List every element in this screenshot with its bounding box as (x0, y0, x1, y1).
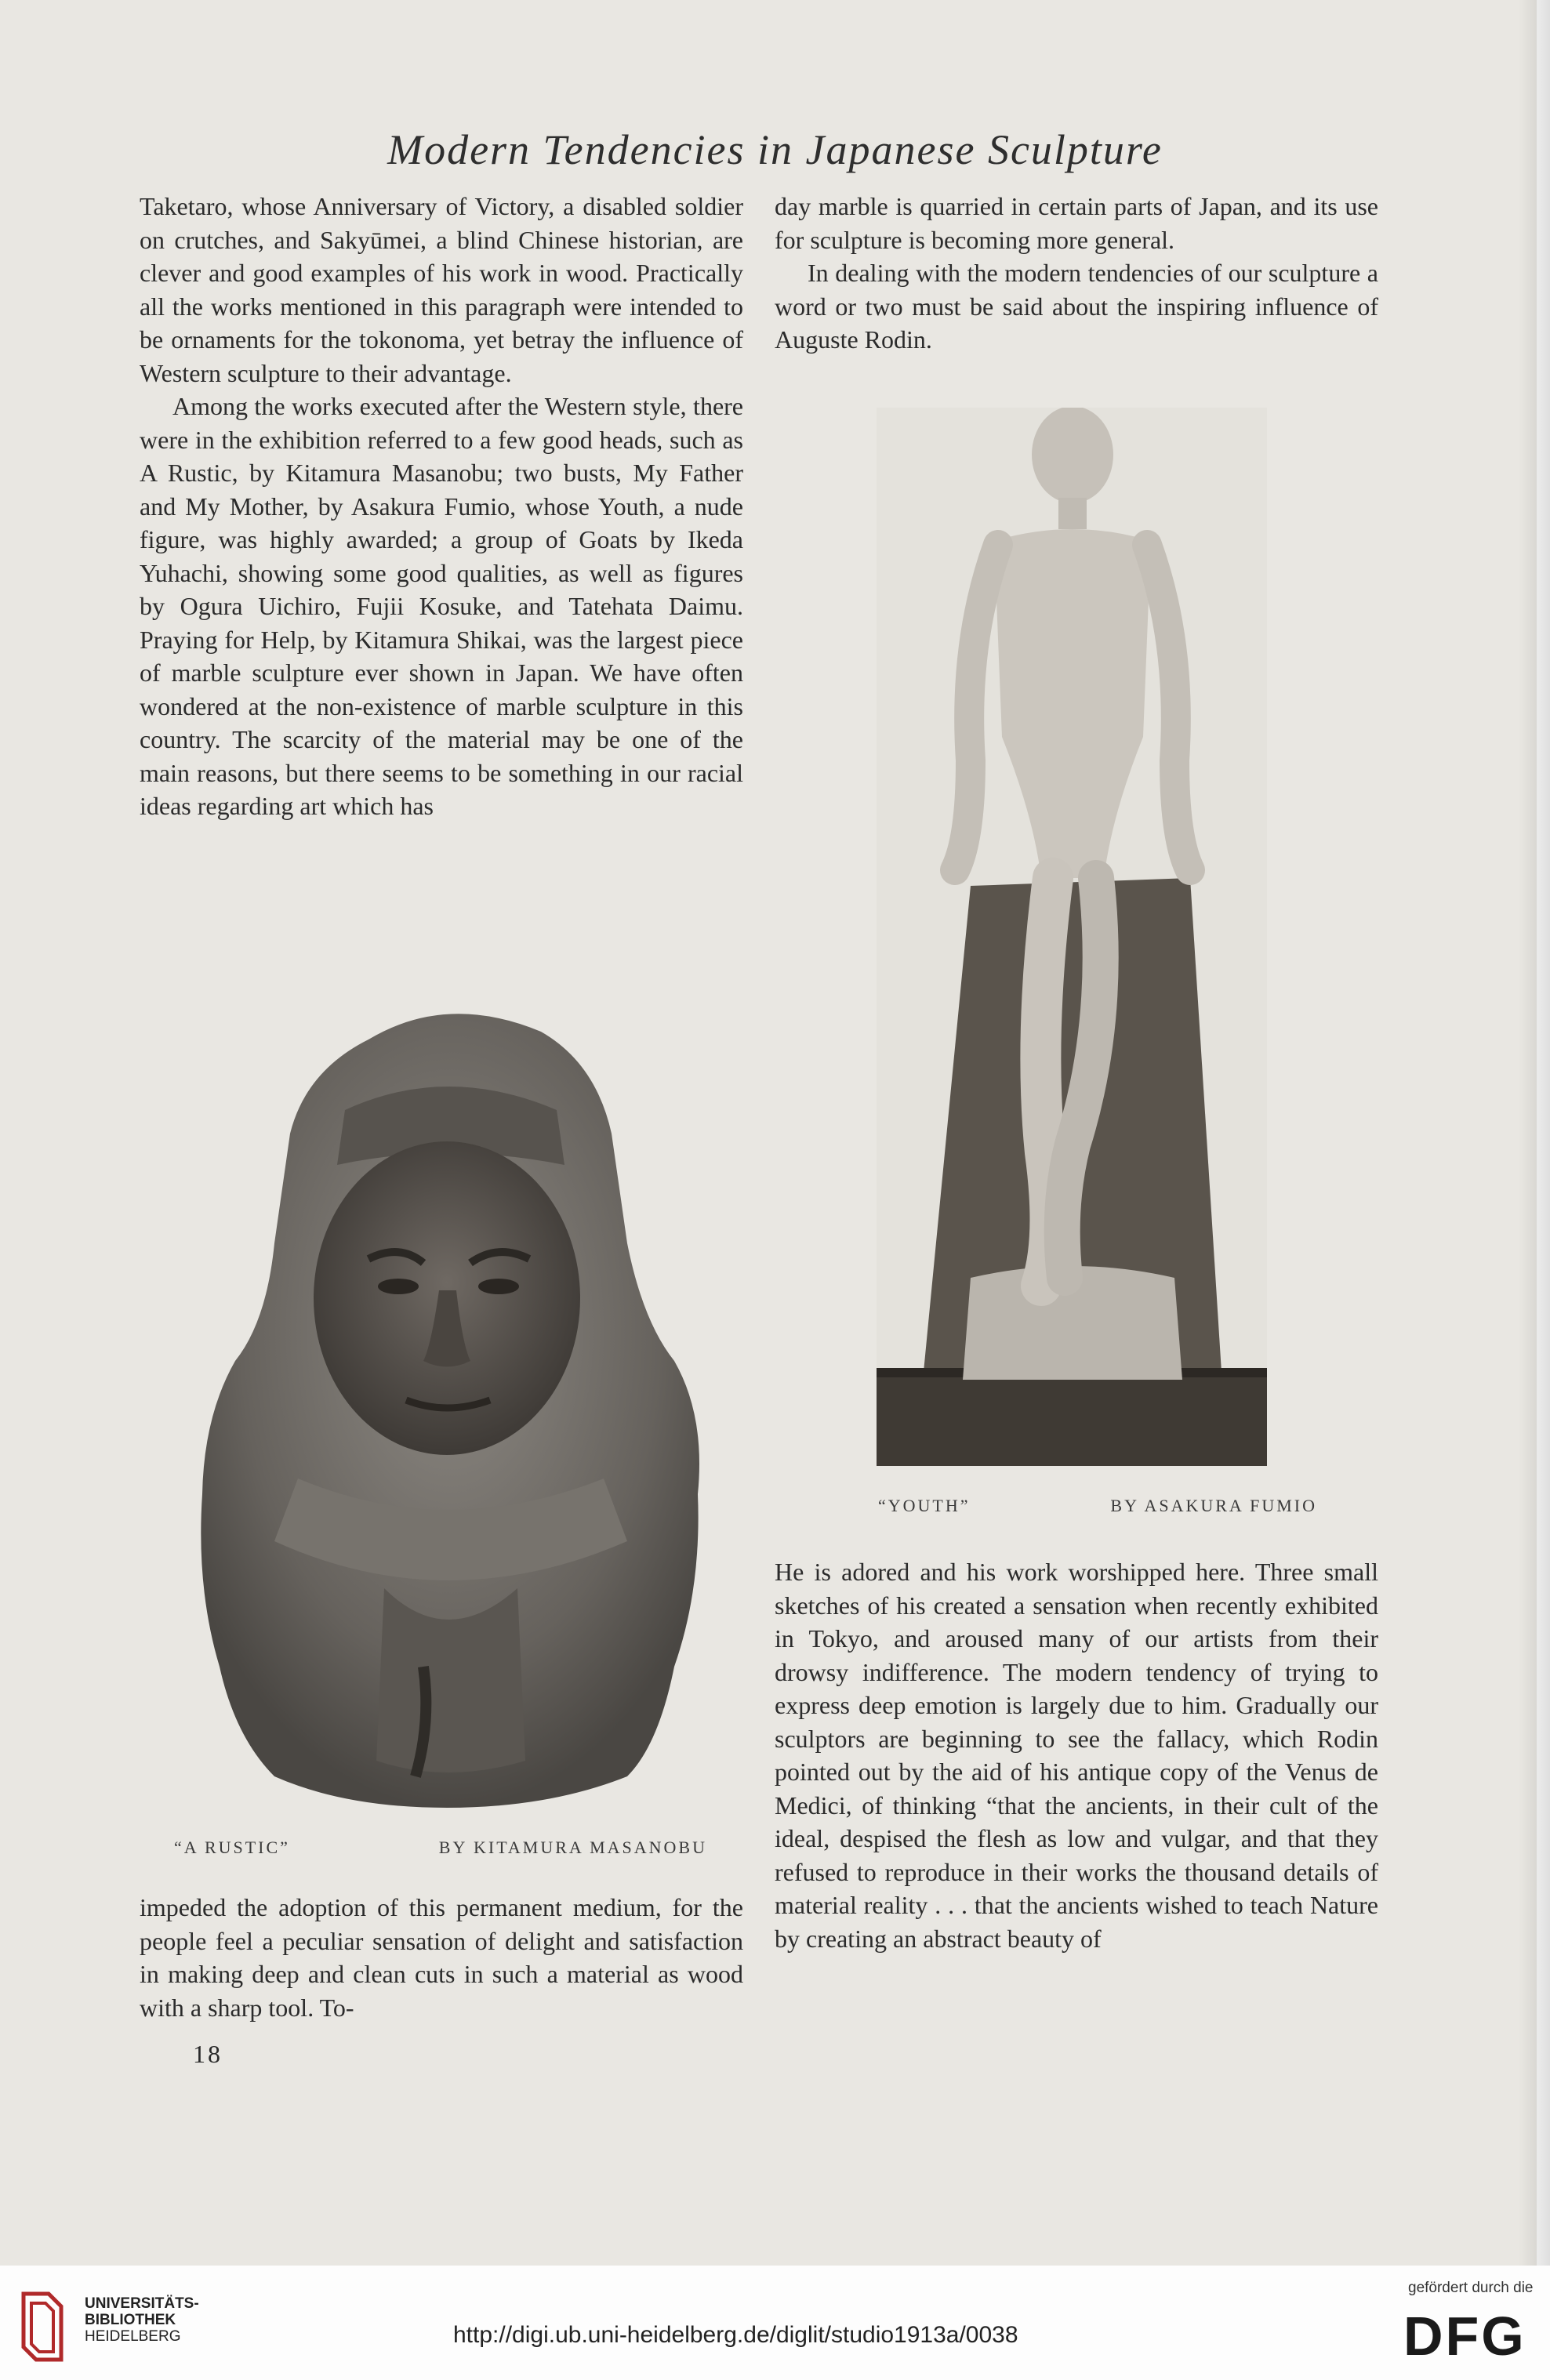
right-column-bottom (775, 1555, 1378, 1955)
paragraph: impeded the adoption of this permanent medium, for the people feel a peculiar sensation of delight and satisfaction in making deep and clean cuts in such a material as wood with a sharp tool. To- (140, 1893, 743, 2022)
pedestal-base (877, 1372, 1267, 1466)
library-name-line: BIBLIOTHEK (85, 2312, 176, 2328)
library-name (85, 2295, 199, 2345)
left-column-top (140, 190, 743, 823)
paragraph: Among the works executed after the Western style, there were in the exhibition referred to a few good heads, such as A Rustic, by Kitamura Masanobu; two busts, My Father and My Mother, by Asakura Fumio, whose Youth, a nude figure, was highly awarded; a group of Goats by Ikeda Yuhachi, showing some good qualities, as well as figures by Ogura Uichiro, Fujii Kosuke, and Tatehata Daimu. Praying for Help, by Kitamura Shikai, was the largest piece of marble sculpture ever shown in Japan. We have often wondered at the non-existence of marble sculpture in this country. The scarcity of the material may be one of the main reasons, but there seems to be something in our racial ideas regarding art which has (140, 392, 743, 820)
library-name-line: UNIVERSITÄTS- (85, 2295, 199, 2312)
page-number: 18 (193, 2040, 223, 2068)
library-logo-icon (17, 2286, 67, 2367)
paragraph: day marble is quarried in certain parts of Japan, and its use for sculpture is becoming more general. (775, 192, 1378, 254)
eye-left (378, 1279, 419, 1294)
funder-note: gefördert durch die (1408, 2280, 1534, 2296)
library-name-line: HEIDELBERG (85, 2328, 181, 2345)
paragraph: Taketaro, whose Anniversary of Victory, a disabled soldier on crutches, and Sakyūmei, a blind Chinese historian, are clever and good examples of his work in wood. Practically all the works mentioned in this paragraph were intended to be ornaments for the tokonoma, yet betray the influence of Western sculpture to their advantage. (140, 192, 743, 387)
page-edge-shadow (1519, 0, 1550, 2266)
rustic-bust-photo (188, 992, 706, 1817)
right-column-top (775, 190, 1378, 357)
caption-title: “A RUSTIC” (174, 1838, 290, 1857)
paragraph: In dealing with the modern tendencies of our sculpture a word or two must be said about the inspiring influence of Auguste Rodin. (775, 259, 1378, 354)
caption-title: “YOUTH” (878, 1496, 971, 1515)
dfg-logo: DFG (1403, 2306, 1526, 2367)
caption-credit: BY ASAKURA FUMIO (1110, 1496, 1317, 1515)
caption-credit: BY KITAMURA MASANOBU (438, 1838, 707, 1857)
statue-head (1032, 408, 1113, 503)
running-head: Modern Tendencies in Japanese Sculpture (387, 126, 1163, 173)
source-url[interactable]: http://digi.ub.uni-heidelberg.de/diglit/studio1913a/0038 (453, 2322, 1018, 2348)
statue-neck (1058, 498, 1087, 529)
eye-right (478, 1279, 519, 1294)
youth-statue-photo (877, 408, 1267, 1466)
left-column-bottom (140, 1891, 743, 2024)
paragraph: He is adored and his work worshipped here. Three small sketches of his created a sensation when recently exhibited in Tokyo, and aroused many of our artists from their drowsy indifference. The modern tendency of trying to express deep emotion is largely due to him. Gradually our sculptors are beginning to see the fallacy, which Rodin pointed out by the aid of his antique copy of the Venus de Medici, of thinking “that the ancients, in their cult of the ideal, despised the flesh as low and vulgar, and that they refused to reproduce in their works the thousand details of material reality . . . that the ancients wished to teach Nature by creating an abstract beauty of (775, 1558, 1378, 1953)
